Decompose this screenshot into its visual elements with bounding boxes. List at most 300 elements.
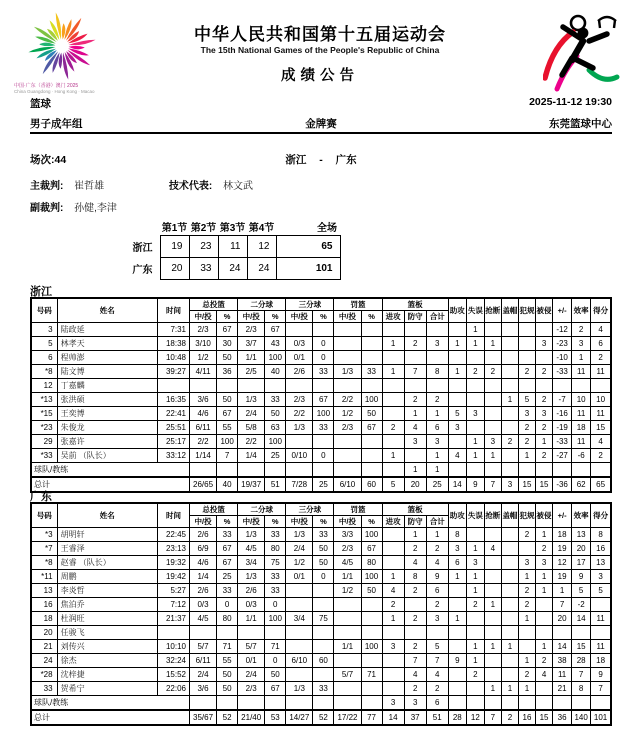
stat-cell [404, 626, 426, 640]
stat-cell: 2 [591, 449, 611, 463]
stat-cell: 4 [404, 668, 426, 682]
stat-cell [536, 612, 553, 626]
stat-cell: 2/2 [286, 407, 313, 421]
stat-cell: 1 [466, 640, 484, 654]
column-header: 三分球 [286, 503, 334, 516]
totals-label: 总计 [31, 477, 190, 492]
stat-cell: 1/3 [334, 365, 361, 379]
stat-cell: 1 [536, 570, 553, 584]
stat-cell: 18 [553, 528, 572, 542]
stat-cell: 6/10 [286, 654, 313, 668]
player-row [31, 407, 611, 421]
quarter-score: 23 [189, 236, 218, 258]
stat-cell [334, 323, 361, 337]
stat-cell: 67 [217, 407, 238, 421]
stat-cell [448, 598, 466, 612]
player-row [31, 626, 611, 640]
stat-cell [466, 463, 484, 478]
stat-cell [361, 351, 382, 365]
stat-cell [448, 668, 466, 682]
stat-cell: 11 [572, 435, 591, 449]
stat-cell: 5 [591, 584, 611, 598]
stat-cell [484, 421, 501, 435]
stat-cell: -27 [553, 449, 572, 463]
stat-cell: 7 [426, 654, 448, 668]
column-header: +/- [553, 503, 572, 528]
player-row [31, 584, 611, 598]
stat-cell: 1/2 [286, 556, 313, 570]
column-header: 抢断 [484, 298, 501, 323]
stat-cell: 1/1 [334, 640, 361, 654]
stat-cell [361, 626, 382, 640]
stat-cell [501, 351, 518, 365]
stat-cell: 1/4 [238, 449, 265, 463]
column-header: 总投篮 [190, 503, 238, 516]
stat-cell: 1 [536, 640, 553, 654]
stat-cell [572, 463, 591, 478]
stat-cell: 1 [466, 542, 484, 556]
stat-cell [448, 393, 466, 407]
column-header: 总投篮 [190, 298, 238, 311]
player-number: 12 [31, 379, 57, 393]
column-header: 罚篮 [334, 298, 382, 311]
stat-cell [313, 379, 334, 393]
stat-cell: 4 [426, 556, 448, 570]
stat-cell: 2 [404, 337, 426, 351]
player-row [31, 421, 611, 435]
stat-cell: 67 [265, 682, 286, 696]
stat-cell: 10:10 [157, 640, 189, 654]
stat-cell: 14 [553, 640, 572, 654]
stat-cell: 2/3 [334, 542, 361, 556]
stat-cell: 2 [518, 421, 535, 435]
stat-cell [217, 696, 238, 711]
stat-cell: 43 [265, 337, 286, 351]
stat-cell: 33 [265, 584, 286, 598]
stat-cell: 55 [217, 421, 238, 435]
stat-cell: 2 [536, 393, 553, 407]
stat-cell [382, 351, 404, 365]
stat-cell: 4/5 [190, 612, 217, 626]
player-number: 21 [31, 640, 57, 654]
stat-cell: 80 [265, 542, 286, 556]
stat-cell: -36 [553, 477, 572, 492]
stat-cell: 55 [217, 654, 238, 668]
stat-cell: 2/3 [238, 682, 265, 696]
stat-cell: 100 [313, 407, 334, 421]
column-header: 时间 [157, 503, 189, 528]
stat-cell: 71 [265, 640, 286, 654]
stat-cell: 21/40 [238, 710, 265, 725]
player-number: *23 [31, 421, 57, 435]
assistant-referee-label: 副裁判: [30, 203, 64, 214]
stat-cell [334, 351, 361, 365]
stat-cell: 0 [313, 337, 334, 351]
column-header: 防守 [404, 311, 426, 323]
stat-cell: 4/5 [334, 556, 361, 570]
stat-cell [448, 626, 466, 640]
stat-cell: 5 [382, 477, 404, 492]
stat-cell [518, 337, 535, 351]
stat-cell: 36 [553, 710, 572, 725]
stat-cell [313, 463, 334, 478]
column-header: 合计 [426, 516, 448, 528]
stat-cell: 3/6 [190, 393, 217, 407]
player-number: *11 [31, 570, 57, 584]
stat-cell: 2/4 [238, 668, 265, 682]
total-header: 全场 [317, 223, 337, 234]
stat-cell [190, 696, 217, 711]
stat-cell: 14 [572, 612, 591, 626]
quarter-scores-table [124, 218, 341, 280]
stat-cell: -12 [553, 323, 572, 337]
stat-cell [501, 365, 518, 379]
stat-cell [501, 626, 518, 640]
stat-cell [334, 379, 361, 393]
stat-cell: 2 [484, 365, 501, 379]
stat-cell: 2 [518, 435, 535, 449]
stat-cell [382, 463, 404, 478]
stat-cell [361, 598, 382, 612]
stat-cell: 21:37 [157, 612, 189, 626]
stat-cell: 1 [426, 449, 448, 463]
player-name: 贺希宁 [57, 682, 157, 696]
stat-cell: 7 [217, 449, 238, 463]
stat-cell: 35/67 [190, 710, 217, 725]
quarter-score: 24 [218, 258, 247, 280]
stat-cell: 50 [361, 584, 382, 598]
stat-cell: 2/6 [190, 584, 217, 598]
player-number: *3 [31, 528, 57, 542]
stat-cell: 80 [361, 556, 382, 570]
stat-cell: 0/3 [238, 598, 265, 612]
player-name: 王睿泽 [57, 542, 157, 556]
team-section-title: 广东 [30, 491, 52, 503]
stat-cell: 9 [426, 570, 448, 584]
stat-cell: 3/7 [238, 337, 265, 351]
stat-cell: 1/2 [334, 407, 361, 421]
stat-cell [286, 668, 313, 682]
stat-cell: 28 [572, 654, 591, 668]
stat-cell [334, 435, 361, 449]
stat-cell: 19:42 [157, 570, 189, 584]
stat-cell: 7:31 [157, 323, 189, 337]
stat-cell: 65 [591, 477, 611, 492]
total-score: 101 [276, 258, 340, 280]
player-number: 29 [31, 435, 57, 449]
stat-cell: 2/3 [286, 393, 313, 407]
stat-cell: 25 [313, 477, 334, 492]
stat-cell: 6 [591, 337, 611, 351]
stat-cell: 4 [404, 556, 426, 570]
stat-cell: 100 [217, 435, 238, 449]
player-number: 24 [31, 654, 57, 668]
column-header: 中/投 [334, 311, 361, 323]
player-number: *33 [31, 449, 57, 463]
stat-cell: 4 [536, 668, 553, 682]
player-number: *8 [31, 365, 57, 379]
column-header: % [313, 516, 334, 528]
total-score: 65 [276, 236, 340, 258]
stat-cell: 140 [572, 710, 591, 725]
stat-cell [448, 323, 466, 337]
column-header: 姓名 [57, 298, 157, 323]
stat-cell: 1 [466, 654, 484, 668]
stat-cell [448, 435, 466, 449]
stat-cell [484, 528, 501, 542]
games-emblem-icon [16, 10, 108, 87]
stat-cell: 5 [448, 407, 466, 421]
stat-cell [361, 323, 382, 337]
stat-cell [217, 626, 238, 640]
stat-cell: 7 [404, 365, 426, 379]
stat-cell: 2 [382, 598, 404, 612]
stat-cell: 39:27 [157, 365, 189, 379]
stat-cell: 7 [484, 710, 501, 725]
stat-cell [382, 682, 404, 696]
stat-cell: 6 [426, 584, 448, 598]
stat-cell [572, 696, 591, 711]
stat-cell [536, 682, 553, 696]
stat-cell [404, 379, 426, 393]
stat-cell: 100 [361, 393, 382, 407]
stat-cell [536, 351, 553, 365]
stat-cell: 100 [265, 351, 286, 365]
stat-cell [518, 542, 535, 556]
basketball-pictogram-icon [543, 12, 631, 96]
stat-cell: 67 [313, 393, 334, 407]
player-row [31, 612, 611, 626]
stat-cell [501, 421, 518, 435]
stat-cell: 15 [591, 421, 611, 435]
stat-cell: 100 [265, 435, 286, 449]
stat-cell: 2 [518, 365, 535, 379]
stat-cell [426, 351, 448, 365]
player-number: *7 [31, 542, 57, 556]
stat-cell: 0 [313, 351, 334, 365]
stat-cell: 14/27 [286, 710, 313, 725]
stat-cell: 1 [484, 640, 501, 654]
stats-table [30, 502, 612, 726]
stat-cell: 40 [265, 365, 286, 379]
player-row [31, 668, 611, 682]
stat-cell: 2 [591, 351, 611, 365]
column-header: 犯规 [518, 503, 535, 528]
column-header: % [265, 311, 286, 323]
technical-delegate-label: 技术代表: [168, 181, 213, 192]
stat-cell: 2 [518, 668, 535, 682]
stat-cell: 80 [217, 612, 238, 626]
stat-cell: 0/1 [286, 570, 313, 584]
stat-cell: 11 [591, 407, 611, 421]
stat-cell: 0/3 [286, 337, 313, 351]
stat-cell: 67 [217, 556, 238, 570]
column-header: 中/投 [286, 516, 313, 528]
stat-cell: 0/3 [190, 598, 217, 612]
stat-cell: 2 [404, 640, 426, 654]
stat-cell [313, 626, 334, 640]
player-name: 丁嘉麟 [57, 379, 157, 393]
stat-cell: 30 [217, 337, 238, 351]
stat-cell [334, 612, 361, 626]
stat-cell [382, 556, 404, 570]
stat-cell: 1 [448, 612, 466, 626]
stat-cell: 0 [313, 570, 334, 584]
column-header: 中/投 [190, 516, 217, 528]
player-name: 程帅澎 [57, 351, 157, 365]
stat-cell [157, 626, 189, 640]
stat-cell [361, 449, 382, 463]
stat-cell [426, 626, 448, 640]
stat-cell [313, 668, 334, 682]
stat-cell [501, 612, 518, 626]
quarter-header: 第1节 [161, 223, 188, 234]
stat-cell: 0/10 [286, 449, 313, 463]
stat-cell: 1 [518, 682, 535, 696]
stat-cell: 1/1 [238, 612, 265, 626]
stat-cell: 10 [591, 393, 611, 407]
stat-cell [484, 570, 501, 584]
stat-cell: 20 [553, 612, 572, 626]
stat-cell: -6 [572, 449, 591, 463]
player-row [31, 449, 611, 463]
stat-cell [448, 351, 466, 365]
stat-cell [591, 598, 611, 612]
player-row [31, 682, 611, 696]
stat-cell: 1 [501, 640, 518, 654]
stat-cell: 3/6 [190, 682, 217, 696]
player-number: 3 [31, 323, 57, 337]
stat-cell: 2 [572, 323, 591, 337]
stat-cell: 2 [501, 710, 518, 725]
player-name: 王奕博 [57, 407, 157, 421]
stat-cell: 1 [382, 612, 404, 626]
stat-cell: 2/4 [238, 407, 265, 421]
stat-cell: 8 [448, 528, 466, 542]
player-row [31, 528, 611, 542]
stat-cell: 6 [426, 696, 448, 711]
stat-cell: 1 [501, 682, 518, 696]
venue-label: 东莞篮球中心 [549, 118, 612, 130]
stat-cell: 4 [484, 542, 501, 556]
stat-cell: 3 [426, 435, 448, 449]
column-header: 被侵 [536, 298, 553, 323]
stat-cell [286, 696, 313, 711]
player-name: 胡明轩 [57, 528, 157, 542]
stat-cell: 11 [572, 365, 591, 379]
stat-cell: 5 [572, 584, 591, 598]
stat-cell: 2/3 [334, 421, 361, 435]
stat-cell [334, 337, 361, 351]
stat-cell: 60 [313, 654, 334, 668]
stat-cell: 1 [382, 365, 404, 379]
stat-cell: 100 [361, 570, 382, 584]
stat-cell [448, 463, 466, 478]
stat-cell: 3 [448, 421, 466, 435]
stat-cell [536, 463, 553, 478]
stat-cell: 1/1 [334, 570, 361, 584]
player-name: 赵睿 （队长） [57, 556, 157, 570]
stat-cell: 2/2 [190, 435, 217, 449]
stat-cell: 9 [448, 654, 466, 668]
team-stats-section [30, 502, 612, 726]
stat-cell: 101 [591, 710, 611, 725]
stat-cell: 2 [536, 542, 553, 556]
quarter-header: 第4节 [248, 223, 275, 234]
totals-row [31, 710, 611, 725]
player-row [31, 542, 611, 556]
column-header: 中/投 [238, 311, 265, 323]
stat-cell: 71 [361, 668, 382, 682]
column-header: 二分球 [238, 298, 286, 311]
column-header: 三分球 [286, 298, 334, 311]
stat-cell: 2 [518, 528, 535, 542]
stat-cell [286, 640, 313, 654]
stat-cell [190, 626, 217, 640]
player-number: *8 [31, 556, 57, 570]
stat-cell [501, 379, 518, 393]
group-label: 男子成年组 [30, 118, 83, 130]
stats-table [30, 297, 612, 493]
stat-cell: 33 [217, 584, 238, 598]
stat-cell [404, 449, 426, 463]
stat-cell: 5 [518, 393, 535, 407]
stat-cell [157, 379, 189, 393]
stat-cell [501, 407, 518, 421]
stat-cell: 6 [426, 421, 448, 435]
stat-cell [265, 696, 286, 711]
stat-cell: 1 [382, 570, 404, 584]
stat-cell [591, 379, 611, 393]
stat-cell: 1/3 [238, 528, 265, 542]
stat-cell: 1 [426, 463, 448, 478]
stat-cell: 1 [484, 598, 501, 612]
quarter-score: 33 [189, 258, 218, 280]
column-header: 罚篮 [334, 503, 382, 516]
stat-cell: 3 [382, 696, 404, 711]
stat-cell [382, 379, 404, 393]
stat-cell [536, 626, 553, 640]
stat-cell [484, 654, 501, 668]
stat-cell [217, 379, 238, 393]
stat-cell: 22:06 [157, 682, 189, 696]
team-label: 广东 [132, 265, 153, 276]
stat-cell: 1 [484, 682, 501, 696]
stat-cell: 1/4 [190, 570, 217, 584]
stat-cell [382, 668, 404, 682]
stat-cell: 18:38 [157, 337, 189, 351]
stat-cell [238, 696, 265, 711]
stat-cell: 3/3 [334, 528, 361, 542]
stat-cell: 22:41 [157, 407, 189, 421]
stat-cell [466, 421, 484, 435]
stat-cell: 33 [313, 528, 334, 542]
stat-cell [501, 598, 518, 612]
player-row [31, 337, 611, 351]
quarter-score: 20 [160, 258, 189, 280]
column-header: 中/投 [286, 311, 313, 323]
stat-cell: 5 [426, 640, 448, 654]
stat-cell [501, 323, 518, 337]
stat-cell: 33 [265, 393, 286, 407]
column-header: 助攻 [448, 503, 466, 528]
stat-cell: 33 [265, 528, 286, 542]
player-name: 吴前 （队长） [57, 449, 157, 463]
stat-cell: 38 [553, 654, 572, 668]
stat-cell: 10 [572, 393, 591, 407]
stat-cell: 2/2 [334, 393, 361, 407]
stat-cell: 32:24 [157, 654, 189, 668]
